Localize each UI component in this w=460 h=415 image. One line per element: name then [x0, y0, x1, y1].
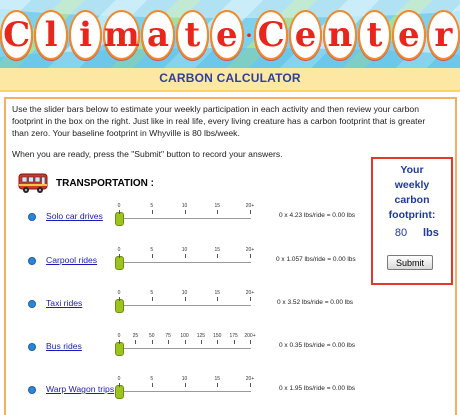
slider-tick-label: 0 [117, 203, 121, 209]
footprint-title-line: carbon [394, 194, 430, 206]
site-logo [0, 6, 460, 64]
page-title: CARBON CALCULATOR [159, 71, 301, 85]
slider-tick-label: 25 [132, 333, 139, 339]
slider-tick [201, 340, 202, 344]
activity-row [0, 372, 460, 412]
slider-tick-label: 0 [117, 333, 121, 339]
logo-letter: e [289, 10, 322, 60]
logo-letter: l [34, 10, 67, 60]
activity-row [0, 329, 460, 369]
slider-tick-label: 175 [229, 333, 238, 339]
slider-tick-label: 15 [214, 376, 221, 382]
activity-link-bus[interactable]: Bus rides [46, 341, 82, 351]
slider-tick-label: 125 [196, 333, 206, 339]
slider-tick-label: 50 [148, 333, 155, 339]
logo-letter: e [210, 10, 243, 60]
logo-letter: m [103, 10, 140, 60]
instructions-text: Use the slider bars below to estimate your weekly participation in each activity and then review your carbon footprint in the box on the right. Just like in real life, every living creature has a carbon footprint that is greater than zero. Your baseline footprint in Whyville is 80 lbs/week. [12, 104, 426, 138]
activity-formula: 0 x 3.52 lbs/ride = 0.00 lbs [277, 299, 354, 306]
bus-icon [18, 172, 48, 194]
slider-tick [250, 210, 251, 214]
slider-tick [185, 340, 186, 344]
bullet-icon [28, 300, 36, 308]
slider-tick [234, 340, 235, 344]
activity-formula: 0 x 4.23 lbs/ride = 0.00 lbs [279, 212, 356, 219]
slider-tick [119, 210, 120, 214]
logo-letter: i [69, 10, 102, 60]
slider-tick [250, 383, 251, 387]
slider-tick [152, 297, 153, 301]
bullet-icon [28, 257, 36, 265]
slider-tick-label: 0 [117, 376, 121, 382]
logo-separator: · [245, 23, 253, 47]
slider-tick [185, 297, 186, 301]
logo-letter: t [358, 10, 391, 60]
slider-tick-label: 5 [150, 203, 154, 209]
slider-tick-label: 200+ [244, 333, 256, 339]
activity-link-taxi[interactable]: Taxi rides [46, 298, 83, 308]
logo-letter: C [254, 10, 287, 60]
slider-tick [135, 340, 136, 344]
slider-tick [119, 254, 120, 258]
slider-tick [185, 210, 186, 214]
activity-formula: 0 x 0.35 lbs/ride = 0.00 lbs [279, 342, 356, 349]
slider-tick-label: 20+ [245, 203, 255, 209]
slider-tick-label: 20+ [245, 376, 255, 382]
slider-tick-label: 10 [181, 247, 188, 253]
header-banner [0, 0, 460, 68]
footprint-unit: lbs [423, 227, 439, 239]
slider-tick-label: 10 [181, 376, 188, 382]
slider-tick [152, 383, 153, 387]
slider-tick [217, 254, 218, 258]
footprint-value: 80 [394, 227, 408, 239]
slider-handle[interactable] [115, 299, 124, 313]
slider-track[interactable] [118, 262, 251, 263]
slider-tick [217, 340, 218, 344]
slider-handle[interactable] [115, 342, 124, 356]
slider-tick [250, 254, 251, 258]
slider-tick-label: 5 [150, 247, 154, 253]
page-subheader [0, 68, 460, 92]
slider-tick-label: 15 [214, 203, 221, 209]
slider-handle[interactable] [115, 256, 124, 270]
logo-letter: e [392, 10, 425, 60]
slider-tick [217, 383, 218, 387]
slider-tick-label: 150 [213, 333, 222, 339]
slider-tick-label: 10 [181, 203, 188, 209]
slider-tick [250, 297, 251, 301]
slider-tick-label: 5 [150, 376, 154, 382]
logo-letter: t [176, 10, 209, 60]
logo-letter: r [427, 10, 460, 60]
logo-letter: C [0, 10, 33, 60]
footprint-title-line: weekly [394, 179, 430, 191]
activity-row [0, 243, 460, 283]
slider-track[interactable] [118, 218, 251, 219]
activity-formula: 0 x 1.057 lbs/ride = 0.00 lbs [276, 256, 356, 263]
activity-link-solo-car[interactable]: Solo car drives [46, 211, 103, 221]
activity-link-carpool[interactable]: Carpool rides [46, 255, 98, 265]
logo-letter: n [323, 10, 356, 60]
slider-tick [152, 210, 153, 214]
slider-tick [185, 254, 186, 258]
slider-tick [250, 340, 251, 344]
slider-tick-label: 0 [117, 247, 121, 253]
submit-button[interactable]: Submit [387, 255, 433, 270]
slider-tick [119, 297, 120, 301]
slider-tick [217, 297, 218, 301]
slider-handle[interactable] [115, 212, 124, 226]
slider-tick [168, 340, 169, 344]
slider-tick-label: 15 [214, 290, 221, 296]
slider-tick-label: 20+ [245, 247, 255, 253]
slider-tick [152, 254, 153, 258]
footprint-title-line: footprint: [388, 209, 436, 221]
slider-track[interactable] [118, 305, 251, 306]
bullet-icon [28, 213, 36, 221]
activity-row [0, 199, 460, 239]
section-title: TRANSPORTATION : [56, 178, 154, 189]
slider-tick-label: 15 [214, 247, 221, 253]
bullet-icon [28, 343, 36, 351]
slider-tick-label: 20+ [245, 290, 255, 296]
footprint-title-line: Your [400, 164, 424, 176]
slider-tick-label: 100 [180, 333, 189, 339]
activity-link-warp-wagon[interactable]: Warp Wagon trips [46, 384, 115, 394]
activity-row [0, 286, 460, 326]
slider-tick [185, 383, 186, 387]
logo-letter: a [141, 10, 174, 60]
slider-tick [119, 383, 120, 387]
slider-tick-label: 0 [117, 290, 121, 296]
activity-formula: 0 x 1.95 lbs/ride = 0.00 lbs [279, 385, 356, 392]
slider-track[interactable] [118, 391, 251, 392]
slider-tick [152, 340, 153, 344]
submit-instructions-text: When you are ready, press the "Submit" button to record your answers. [12, 149, 283, 159]
slider-tick-label: 75 [165, 333, 171, 339]
slider-tick-label: 5 [150, 290, 154, 296]
bullet-icon [28, 386, 36, 394]
slider-tick [217, 210, 218, 214]
slider-track[interactable] [118, 348, 251, 349]
slider-handle[interactable] [115, 385, 124, 399]
slider-tick-label: 10 [181, 290, 188, 296]
slider-tick [119, 340, 120, 344]
